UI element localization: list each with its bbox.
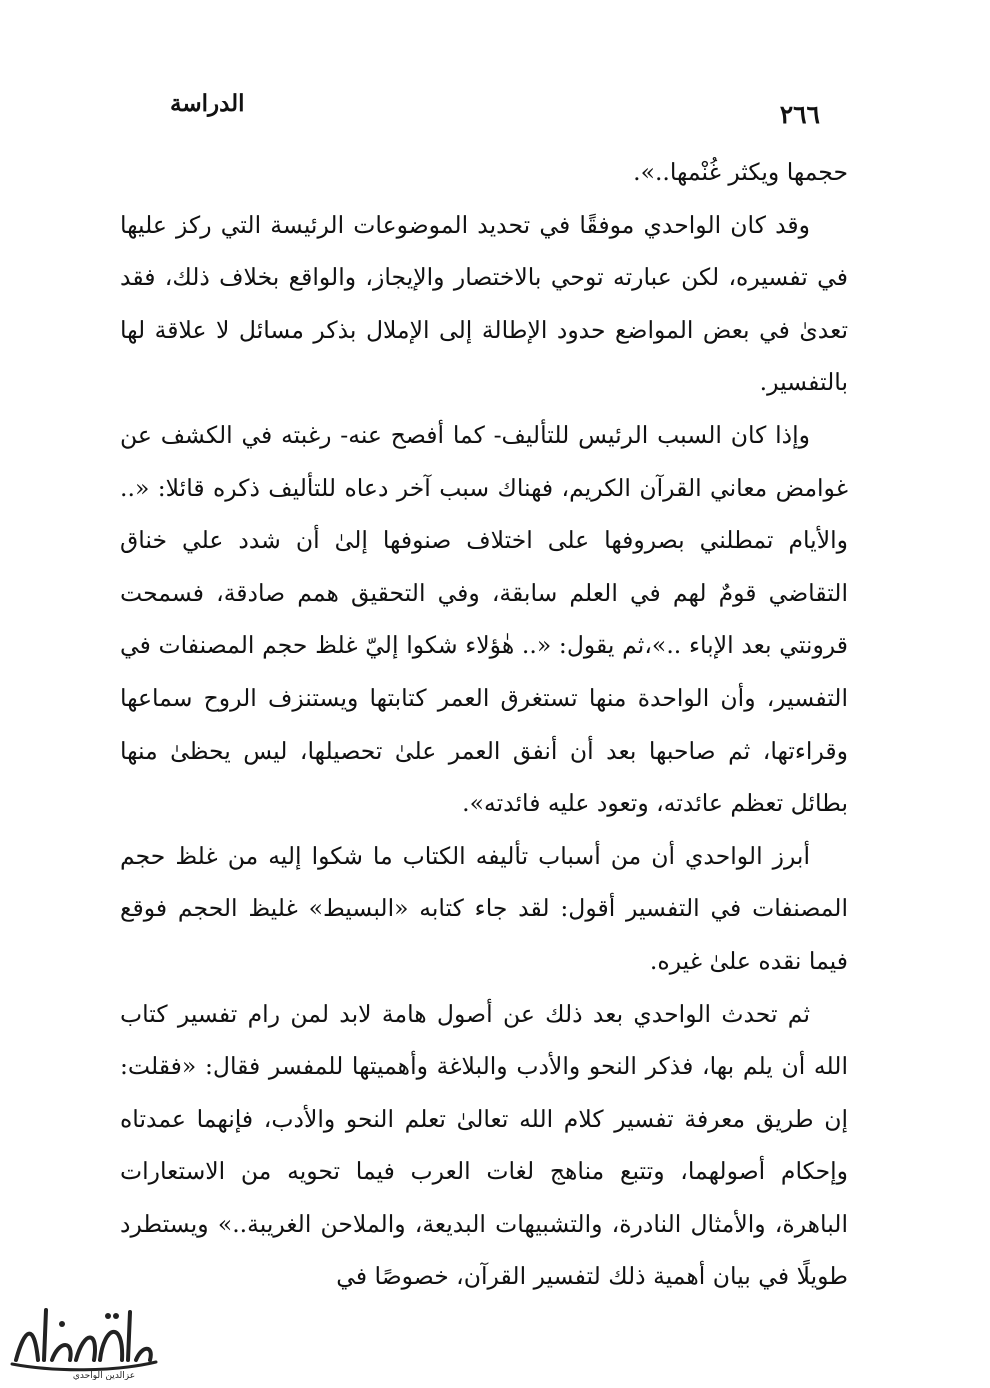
body-text — [120, 146, 848, 1303]
paragraph-5: ثم تحدث الواحدي بعد ذلك عن أصول هامة لابد لمن رام تفسير كتاب الله أن يلم بها، فذكر النحو والأدب والبلاغة وأهميتها للمفسر فقال: «فقلت: إن طريق معرفة تفسير كلام الله تعالىٰ تعلم النحو والأدب، فإنهما عمدتاه وإحكام أصولهما، وتتبع مناهج لغات العرب فيما تحويه من الاستعارات الباهرة، والأمثال النادرة، والتشبيهات البديعة، والملاحن الغريبة..» ويستطرد طويلًا في بيان أهمية ذلك لتفسير القرآن، خصوصًا في — [120, 999, 848, 1291]
running-title: الدراسة — [170, 90, 245, 117]
paragraph-2: وقد كان الواحدي موفقًا في تحديد الموضوعات الرئيسة التي ركز عليها في تفسيره، لكن عبارته توحي بالاختصار والإيجاز، والواقع بخلاف ذلك، فقد تعدىٰ في بعض المواضع حدود الإطالة إلى الإملال بذكر مسائل لا علاقة لها بالتفسير. — [120, 210, 848, 397]
calligraphy-logo-icon — [4, 1290, 164, 1380]
paragraph-4: أبرز الواحدي أن من أسباب تأليفه الكتاب ما شكوا إليه من غلظ حجم المصنفات في التفسير أقول: لقد جاء كتابه «البسيط» غليظ الحجم فوقع فيما نقده علىٰ غيره. — [120, 841, 848, 975]
page-number: ٢٦٦ — [779, 100, 820, 129]
paragraph-3: وإذا كان السبب الرئيس للتأليف- كما أفصح عنه- رغبته في الكشف عن غوامض معاني القرآن الكريم، فهناك سبب آخر دعاه للتأليف ذكره قائلا: «.. والأيام تمطلني بصروفها على اختلاف صنوفها إلىٰ أن شدد علي خناق التقاضي قومٌ لهم في العلم سابقة، وفي التحقيق همم صادقة، فسمحت قرونتي بعد الإباء ..»،ثم يقول: «.. هٰؤلاء شكوا إليّ غلظ حجم المصنفات في التفسير، وأن الواحدة منها تستغرق العمر كتابتها ويستنزف الروح سماعها وقراءتها، ثم صاحبها بعد أن أنفق العمر علىٰ تحصيلها، ليس يحظىٰ منها بطائل تعظم عائدته، وتعود عليه فائدته». — [120, 420, 848, 818]
calligraphy-logo — [4, 1290, 164, 1380]
page-header — [160, 86, 820, 129]
svg-text:عزالدين الواحدي: عزالدين الواحدي — [72, 1371, 136, 1380]
paragraph-1: حجمها ويكثر غُنْمها..». — [633, 158, 848, 186]
